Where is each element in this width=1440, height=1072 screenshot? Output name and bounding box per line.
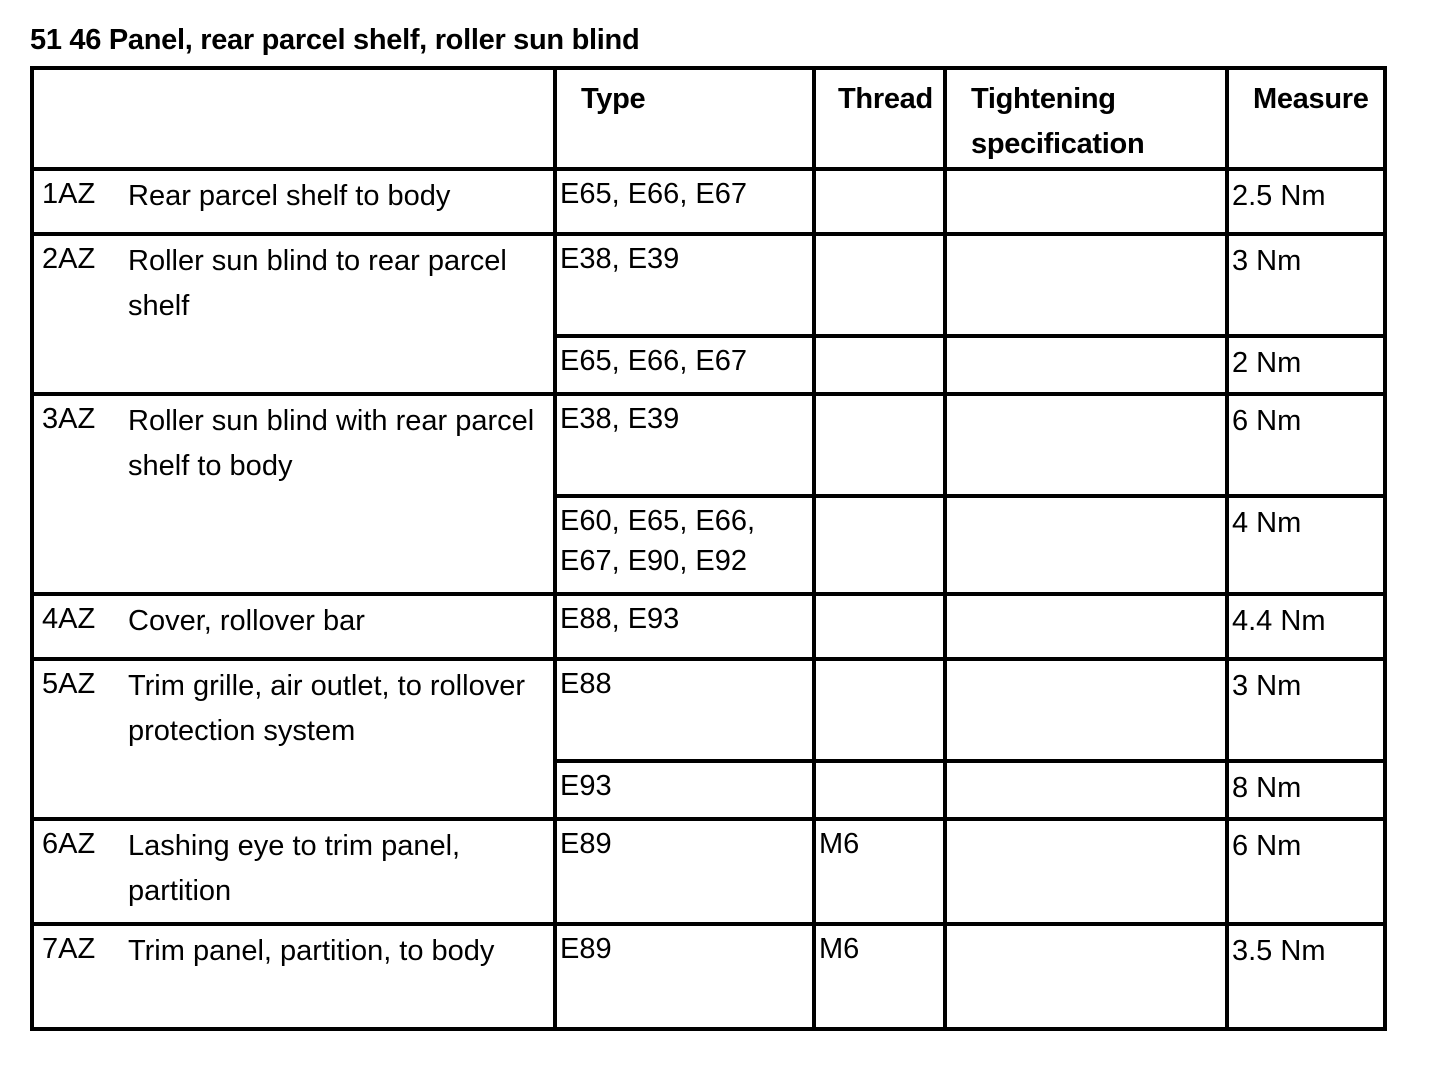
- type-cell: [555, 394, 814, 496]
- table-row: [32, 594, 1385, 659]
- tightening-cell: [945, 594, 1227, 659]
- table-row: [32, 169, 1385, 234]
- torque-spec-table: [30, 66, 1387, 1031]
- header-thread-cell: [814, 68, 945, 169]
- measure-value: 3 Nm: [1232, 245, 1302, 277]
- measure-value: 2 Nm: [1232, 347, 1302, 379]
- item-description: Trim grille, air outlet, to rollover protection system: [128, 670, 525, 747]
- item-cell: [32, 819, 555, 924]
- measure-value: 6 Nm: [1232, 830, 1302, 862]
- thread-cell: [814, 924, 945, 1029]
- thread-value: [816, 338, 943, 347]
- item-cell: [32, 169, 555, 234]
- measure-cell: [1227, 761, 1385, 819]
- thread-cell: [814, 496, 945, 594]
- header-tightening-cell: [945, 68, 1227, 169]
- table-body: [32, 169, 1385, 1029]
- type-value: E65, E66, E67: [560, 345, 748, 377]
- type-cell: [555, 819, 814, 924]
- type-value: E89: [560, 828, 612, 860]
- thread-cell: [814, 169, 945, 234]
- type-cell: [555, 336, 814, 394]
- table-row: [32, 819, 1385, 924]
- item-code: 5AZ: [42, 668, 96, 700]
- measure-cell: [1227, 496, 1385, 594]
- type-cell: [555, 496, 814, 594]
- tightening-cell: [945, 169, 1227, 234]
- thread-cell: [814, 336, 945, 394]
- thread-value: [816, 236, 943, 245]
- item-code: 6AZ: [42, 828, 96, 860]
- measure-cell: [1227, 394, 1385, 496]
- tightening-cell: [945, 761, 1227, 819]
- item-code: 4AZ: [42, 603, 96, 635]
- measure-cell: [1227, 659, 1385, 761]
- measure-value: 2.5 Nm: [1232, 180, 1326, 212]
- type-value: E88: [560, 668, 612, 700]
- thread-value: [816, 498, 943, 507]
- measure-cell: [1227, 234, 1385, 336]
- tightening-value: [947, 821, 1225, 830]
- thread-cell: [814, 394, 945, 496]
- table-row: [32, 659, 1385, 761]
- type-value: E38, E39: [560, 403, 680, 435]
- tightening-cell: [945, 234, 1227, 336]
- tightening-cell: [945, 659, 1227, 761]
- header-measure-cell: [1227, 68, 1385, 169]
- item-cell: [32, 234, 555, 394]
- type-cell: [555, 924, 814, 1029]
- item-description: Lashing eye to trim panel, partition: [128, 830, 461, 907]
- measure-cell: [1227, 819, 1385, 924]
- measure-value: 3.5 Nm: [1232, 935, 1326, 967]
- page-title: 51 46 Panel, rear parcel shelf, roller sun blind: [30, 24, 640, 56]
- thread-value: M6: [819, 828, 860, 860]
- tightening-value: [947, 596, 1225, 605]
- thread-value: [816, 763, 943, 772]
- thread-value: [816, 396, 943, 405]
- item-description: Cover, rollover bar: [128, 605, 365, 637]
- thread-value: M6: [819, 933, 860, 965]
- thread-value: [816, 661, 943, 670]
- item-cell: [32, 924, 555, 1029]
- tightening-value: [947, 338, 1225, 347]
- tightening-cell: [945, 394, 1227, 496]
- header-measure: Measure: [1253, 83, 1369, 115]
- measure-cell: [1227, 924, 1385, 1029]
- tightening-value: [947, 498, 1225, 507]
- tightening-cell: [945, 336, 1227, 394]
- item-cell: [32, 394, 555, 594]
- tightening-value: [947, 396, 1225, 405]
- measure-value: 3 Nm: [1232, 670, 1302, 702]
- measure-cell: [1227, 169, 1385, 234]
- tightening-cell: [945, 496, 1227, 594]
- type-value: E93: [560, 770, 612, 802]
- thread-value: [816, 596, 943, 605]
- measure-cell: [1227, 336, 1385, 394]
- measure-value: 4.4 Nm: [1232, 605, 1326, 637]
- table-row: [32, 234, 1385, 336]
- thread-cell: [814, 761, 945, 819]
- measure-value: 8 Nm: [1232, 772, 1302, 804]
- measure-value: 4 Nm: [1232, 507, 1302, 539]
- type-cell: [555, 659, 814, 761]
- header-item-cell: [32, 68, 555, 169]
- type-value: E38, E39: [560, 243, 680, 275]
- type-value: E65, E66, E67: [560, 178, 748, 210]
- tightening-cell: [945, 924, 1227, 1029]
- item-description: Roller sun blind with rear parcel shelf to body: [128, 405, 535, 482]
- type-value: E60, E65, E66, E67, E90, E92: [560, 505, 756, 577]
- thread-value: [816, 171, 943, 180]
- header-thread: Thread: [838, 83, 933, 115]
- thread-cell: [814, 819, 945, 924]
- table-row: [32, 924, 1385, 1029]
- item-description: Roller sun blind to rear parcel shelf: [128, 245, 507, 322]
- table-header-row: [32, 68, 1385, 169]
- measure-cell: [1227, 594, 1385, 659]
- thread-cell: [814, 659, 945, 761]
- item-description: Trim panel, partition, to body: [128, 935, 495, 967]
- tightening-cell: [945, 819, 1227, 924]
- tightening-value: [947, 171, 1225, 180]
- table-row: [32, 394, 1385, 496]
- tightening-value: [947, 236, 1225, 245]
- item-cell: [32, 659, 555, 819]
- item-code: 1AZ: [42, 178, 96, 210]
- thread-cell: [814, 594, 945, 659]
- tightening-value: [947, 661, 1225, 670]
- header-tightening: Tightening specification: [971, 83, 1145, 160]
- header-type: Type: [581, 83, 646, 115]
- type-value: E88, E93: [560, 603, 680, 635]
- item-cell: [32, 594, 555, 659]
- type-cell: [555, 169, 814, 234]
- item-code: 7AZ: [42, 933, 96, 965]
- tightening-value: [947, 926, 1225, 935]
- header-type-cell: [555, 68, 814, 169]
- item-code: 2AZ: [42, 243, 96, 275]
- measure-value: 6 Nm: [1232, 405, 1302, 437]
- item-description: Rear parcel shelf to body: [128, 180, 451, 212]
- type-cell: [555, 234, 814, 336]
- thread-cell: [814, 234, 945, 336]
- type-value: E89: [560, 933, 612, 965]
- tightening-value: [947, 763, 1225, 772]
- type-cell: [555, 761, 814, 819]
- item-code: 3AZ: [42, 403, 96, 435]
- type-cell: [555, 594, 814, 659]
